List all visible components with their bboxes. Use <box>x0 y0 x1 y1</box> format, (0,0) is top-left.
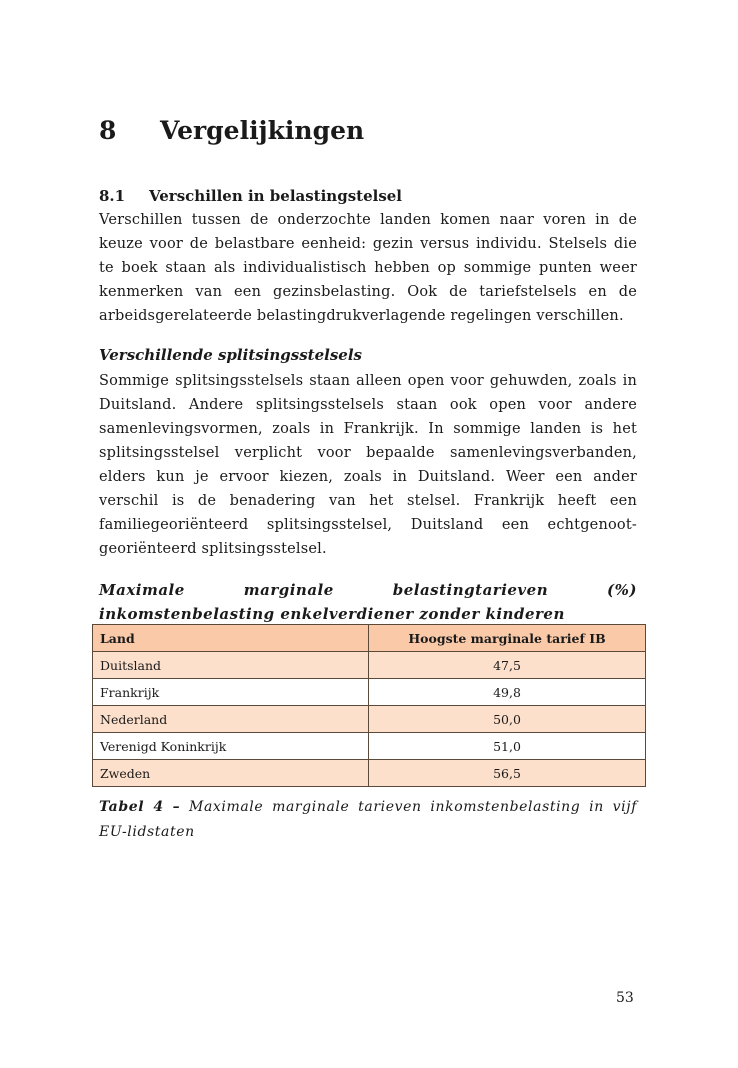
cell-land: Frankrijk <box>93 679 369 706</box>
cell-land: Nederland <box>93 706 369 733</box>
chapter-title <box>99 116 364 145</box>
section-number: 8.1 <box>99 187 126 205</box>
cell-tarief: 47,5 <box>369 652 646 679</box>
paragraph-belastingstelsel: Verschillen tussen de onderzochte landen komen naar voren in de keuze voor de belastbare eenheid: gezin versus individu. Stelsels die te boek staan als individualistisch hebben op sommige punten weer kenmerken van een gezinsbelasting. Ook de tariefstelsels en de arbeidsgerelateerde belastingdrukverlagende regelingen verschillen. <box>99 212 637 324</box>
chapter-title-text: Vergelijkingen <box>160 116 365 145</box>
figure-caption-label: Tabel 4 <box>99 799 164 815</box>
table-row <box>93 652 646 679</box>
figure-caption-text: Maximale marginale tarieven inkomstenbelasting in vijf EU-lidstaten <box>99 799 637 840</box>
cell-land: Zweden <box>93 760 369 787</box>
cell-land: Duitsland <box>93 652 369 679</box>
header-tarief: Hoogste marginale tarief IB <box>369 625 646 652</box>
figure-caption-dash: – <box>172 799 181 815</box>
table-header-row <box>93 625 646 652</box>
section-title-text: Verschillen in belastingstelsel <box>149 187 403 205</box>
table-row <box>93 760 646 787</box>
cell-tarief: 50,0 <box>369 706 646 733</box>
cell-land: Verenigd Koninkrijk <box>93 733 369 760</box>
paragraph-splitsingsstelsels: Sommige splitsingsstelsels staan alleen open voor gehuwden, zoals in Duitsland. Andere splitsingsstelsels staan ook open voor andere samenlevingsvormen, zoals in Frankrijk. In sommige landen is het splitsingsstelsel verplicht voor bepaalde samenlevingsverbanden, elders kun je ervoor kiezen, zoals in Duitsland. Weer een ander verschil is de benadering van het stelsel. Frankrijk heeft een familiegeoriënteerd splitsingsstelsel, Duitsland een echtgenoot-georiënteerd splitsingsstelsel. <box>99 373 637 557</box>
subheading-splitsingsstelsels: Verschillende splitsingsstelsels <box>99 346 362 364</box>
figure-caption <box>99 795 637 845</box>
cell-tarief: 51,0 <box>369 733 646 760</box>
table-row <box>93 733 646 760</box>
chapter-number: 8 <box>99 116 117 145</box>
cell-tarief: 56,5 <box>369 760 646 787</box>
table-caption: Maximale marginale belastingtarieven (%) inkomstenbelasting enkelverdiener zonder kinderen <box>99 581 637 623</box>
table-row <box>93 679 646 706</box>
table-row <box>93 706 646 733</box>
page-number: 53 <box>616 990 634 1006</box>
cell-tarief: 49,8 <box>369 679 646 706</box>
section-title <box>99 187 402 205</box>
header-land: Land <box>93 625 369 652</box>
tariff-table <box>92 624 646 787</box>
